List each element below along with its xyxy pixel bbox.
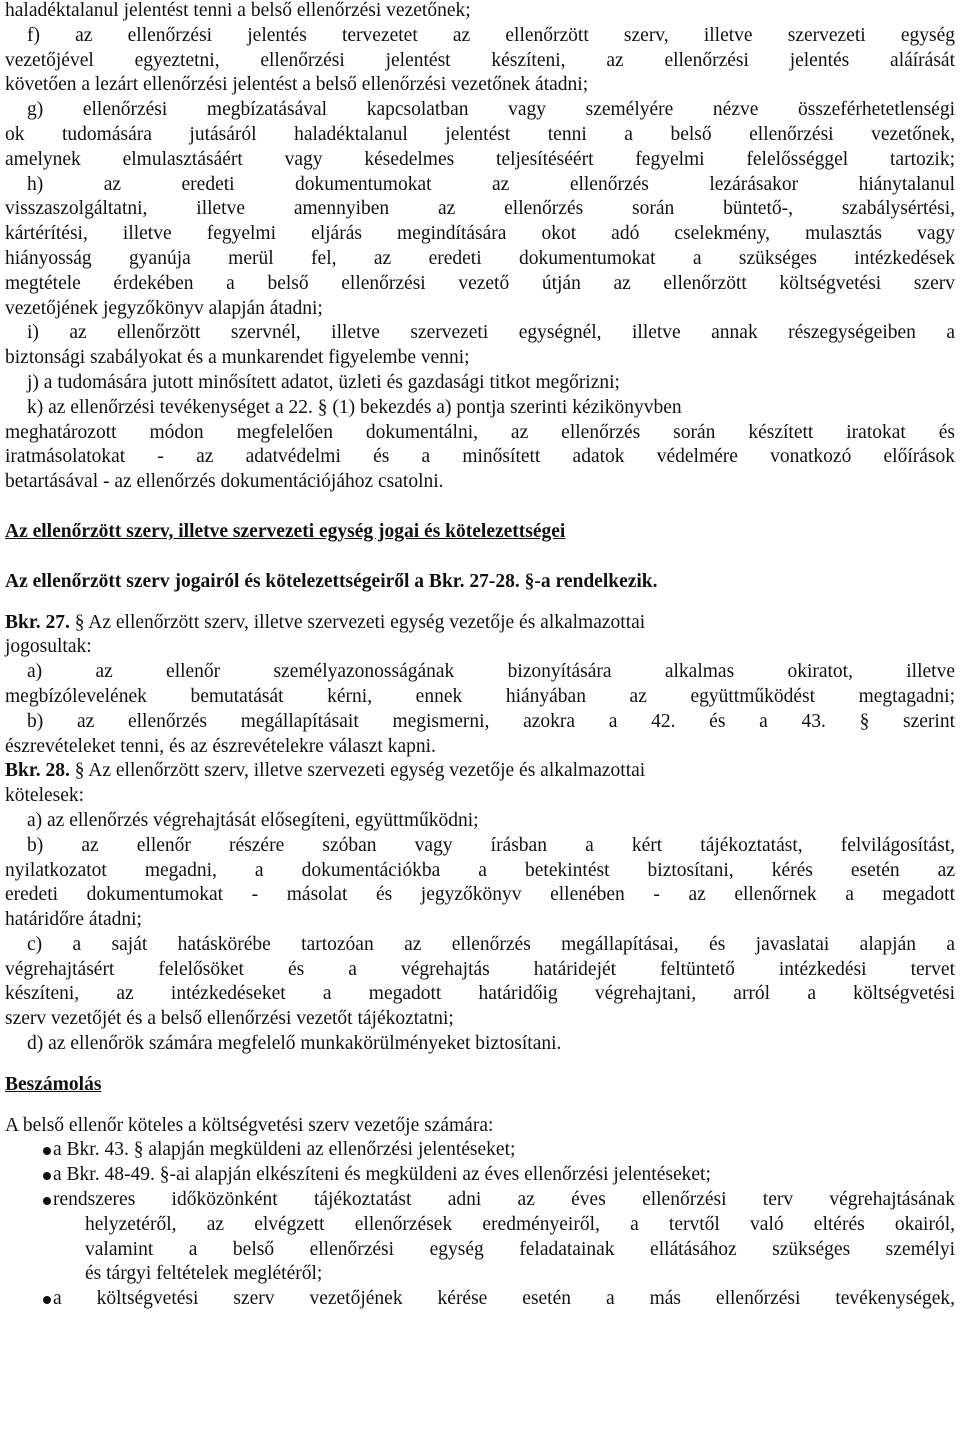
text-line: kártérítési, illetve fegyelmi eljárás megindítására okot adó cselekmény, mulasztás vagy	[5, 223, 955, 245]
text-line: határidőre átadni;	[5, 909, 142, 931]
text-line: amelynek elmulasztásáért vagy késedelmes teljesítéséért fegyelmi felelősséggel tartozik;	[5, 148, 955, 170]
text-line: j) a tudomására jutott minősített adatot, üzleti és gazdasági titkot megőrizni;	[27, 371, 620, 393]
text-line: kötelesek:	[5, 785, 85, 807]
text-line: c) a saját hatáskörébe tartozóan az ellenőrzés megállapításai, és javaslatai alapján a	[27, 933, 955, 955]
text-line: visszaszolgáltatni, illetve amennyiben az ellenőrzés során büntető-, szabálysértési,	[5, 198, 955, 220]
legal-reference-line: Az ellenőrzött szerv jogairól és kötelezettségeiről a Bkr. 27-28. §-a rendelkezik.	[5, 570, 658, 592]
bkr27-label: Bkr. 27.	[5, 611, 70, 633]
text-line: jogosultak:	[5, 636, 92, 658]
bullet-continuation: helyzetéről, az elvégzett ellenőrzések eredményeiről, a tervtől való eltérés okairól,	[85, 1213, 955, 1235]
bkr28-obligations-list	[5, 784, 955, 1057]
text-line: f) az ellenőrzési jelentés tervezetet az ellenőrzött szerv, illetve szervezeti egység	[27, 24, 955, 46]
text-line: b) az ellenőr részére szóban vagy írásban a kért tájékoztatást, felvilágosítást,	[27, 834, 955, 856]
text-line: iratmásolatokat - az adatvédelmi és a minősített adatok védelmére vonatkozó előírások	[5, 446, 955, 468]
text-line: vezetőjével egyeztetni, ellenőrzési jelentést készíteni, az ellenőrzési jelentés aláírását	[5, 49, 955, 71]
bullet-text: a költségvetési szerv vezetőjének kérése esetén a más ellenőrzési tevékenységek,	[53, 1288, 955, 1310]
text-line: g) ellenőrzési megbízatásával kapcsolatban vagy személyére nézve összeférhetetlenségi	[27, 99, 955, 121]
bullet-dot-icon	[43, 1147, 51, 1155]
text-line: meghatározott módon megfelelően dokumentálni, az ellenőrzés során készített iratokat és	[5, 421, 955, 443]
text-line: ok tudomására jutásáról haladéktalanul jelentést tenni a belső ellenőrzési vezetőnek,	[5, 123, 955, 145]
text-line: eredeti dokumentumokat - másolat és jegyzőkönyv ellenében - az ellenőrnek a megadott	[5, 884, 955, 906]
document-page	[5, 0, 955, 1312]
text-line: haladéktalanul jelentést tenni a belső ellenőrzési vezetőnek;	[5, 0, 471, 21]
bullet-text: a Bkr. 48-49. §-ai alapján elkészíteni és megküldeni az éves ellenőrzési jelentéseket;	[53, 1164, 711, 1186]
bkr27-first-text: § Az ellenőrzött szerv, illetve szervezeti egység vezetője és alkalmazottai	[69, 611, 646, 633]
bullet-continuation: és tárgyi feltételek meglétéről;	[85, 1263, 323, 1285]
bullet-item	[5, 1163, 955, 1188]
bullet-continuation: valamint a belső ellenőrzési egység feladatainak ellátásához szükséges személyi	[85, 1238, 955, 1260]
text-line: h) az eredeti dokumentumokat az ellenőrzés lezárásakor hiánytalanul	[27, 173, 955, 195]
text-line: végrehajtásért felelősöket és a végrehajtás határidejét feltüntető intézkedési tervet	[5, 958, 955, 980]
bkr28-first-text: § Az ellenőrzött szerv, illetve szervezeti egység vezetője és alkalmazottai	[69, 760, 646, 782]
text-line: biztonsági szabályokat és a munkarendet figyelembe venni;	[5, 347, 470, 369]
text-line: i) az ellenőrzött szervnél, illetve szervezeti egységnél, illetve annak részegységeiben a	[27, 322, 955, 344]
bullet-dot-icon	[43, 1197, 51, 1205]
bullet-text: rendszeres időközönként tájékoztatást adni az éves ellenőrzési terv végrehajtásának	[53, 1189, 955, 1211]
text-line: készíteni, az intézkedéseket a megadott határidőig végrehajtani, arról a költségvetési	[5, 983, 955, 1005]
bkr28-label: Bkr. 28.	[5, 760, 70, 782]
bullet-item	[5, 1188, 955, 1213]
text-line: betartásával - az ellenőrzés dokumentációjához csatolni.	[5, 471, 444, 493]
text-line: a) az ellenőr személyazonosságának bizonyítására alkalmas okiratot, illetve	[27, 661, 955, 683]
reporting-bullet-list	[5, 1138, 955, 1312]
bkr28-first-line	[5, 759, 955, 784]
text-line: megbízólevelének bemutatását kérni, ennek hiányában az együttműködést megtagadni;	[5, 685, 955, 707]
text-line: b) az ellenőrzés megállapításait megismerni, azokra a 42. és a 43. § szerint	[27, 710, 955, 732]
bullet-item	[5, 1287, 955, 1312]
text-line: követően a lezárt ellenőrzési jelentést a belső ellenőrzési vezetőnek átadni;	[5, 74, 589, 96]
text-line: nyilatkozatot megadni, a dokumentációkba a betekintést biztosítani, kérés esetén az	[5, 859, 955, 881]
text-line: vezetőjének jegyzőkönyv alapján átadni;	[5, 297, 323, 319]
bkr27-rights-list	[5, 635, 955, 759]
section-heading-reporting: Beszámolás	[5, 1073, 102, 1095]
text-line: hiányosság gyanúja merül fel, az eredeti dokumentumokat a szükséges intézkedések	[5, 247, 955, 269]
bullet-text: a Bkr. 43. § alapján megküldeni az ellenőrzési jelentéseket;	[53, 1139, 516, 1161]
text-line: észrevételeket tenni, és az észrevételekre választ kapni.	[5, 735, 436, 757]
text-line: szerv vezetőjét és a belső ellenőrzési vezetőt tájékoztatni;	[5, 1008, 454, 1030]
text-line: d) az ellenőrök számára megfelelő munkakörülményeket biztosítani.	[27, 1033, 562, 1055]
duties-list	[5, 0, 955, 495]
bullet-dot-icon	[43, 1296, 51, 1304]
text-line: megtétele érdekében a belső ellenőrzési vezető útján az ellenőrzött költségvetési szerv	[5, 272, 955, 294]
bullet-item	[5, 1138, 955, 1163]
bkr27-first-line	[5, 611, 955, 636]
bullet-dot-icon	[43, 1172, 51, 1180]
section-heading-rights: Az ellenőrzött szerv, illetve szervezeti egység jogai és kötelezettségei	[5, 520, 566, 542]
text-line: k) az ellenőrzési tevékenységet a 22. § (1) bekezdés a) pontja szerinti kézikönyvben	[27, 396, 682, 418]
text-line: a) az ellenőrzés végrehajtását elősegíteni, együttműködni;	[27, 809, 479, 831]
reporting-intro: A belső ellenőr köteles a költségvetési szerv vezetője számára:	[5, 1114, 494, 1136]
